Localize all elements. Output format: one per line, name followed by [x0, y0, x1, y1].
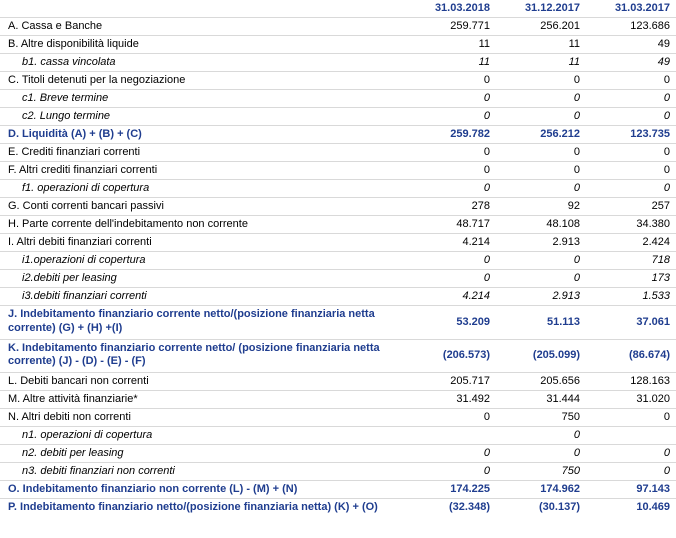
row-value-1: 0: [406, 445, 496, 463]
table-row: [0, 252, 676, 270]
row-label: L. Debiti bancari non correnti: [0, 373, 406, 391]
row-label: I. Altri debiti finanziari correnti: [0, 234, 406, 252]
row-value-1: 205.717: [406, 373, 496, 391]
row-value-3: [586, 427, 676, 445]
table-row: [0, 427, 676, 445]
row-value-3: 0: [586, 463, 676, 481]
table-row: [0, 288, 676, 306]
row-value-1: 0: [406, 108, 496, 126]
row-value-2: 256.212: [496, 126, 586, 144]
row-label: K. Indebitamento finanziario corrente netto/ (posizione finanziaria netta corrente) (J) - (D) - (E) - (F): [0, 339, 406, 373]
row-label: A. Cassa e Banche: [0, 18, 406, 36]
row-value-2: 0: [496, 72, 586, 90]
row-value-3: 31.020: [586, 391, 676, 409]
row-value-3: 49: [586, 36, 676, 54]
row-value-3: 123.735: [586, 126, 676, 144]
row-label: n1. operazioni di copertura: [0, 427, 406, 445]
row-value-3: 34.380: [586, 216, 676, 234]
row-label: D. Liquidità (A) + (B) + (C): [0, 126, 406, 144]
row-value-2: 174.962: [496, 481, 586, 499]
column-header-date-2: 31.12.2017: [496, 0, 586, 18]
row-label: H. Parte corrente dell'indebitamento non corrente: [0, 216, 406, 234]
table-row: [0, 270, 676, 288]
row-value-3: 2.424: [586, 234, 676, 252]
row-value-2: 31.444: [496, 391, 586, 409]
row-label: P. Indebitamento finanziario netto/(posizione finanziaria netta) (K) + (O): [8, 501, 378, 513]
row-value-1: 4.214: [406, 234, 496, 252]
row-label: i3.debiti finanziari correnti: [0, 288, 406, 306]
row-value-2: 0: [496, 162, 586, 180]
row-label: c1. Breve termine: [0, 90, 406, 108]
row-value-2: 0: [496, 108, 586, 126]
row-label: i2.debiti per leasing: [0, 270, 406, 288]
row-value-3: 37.061: [586, 306, 676, 340]
row-label: O. Indebitamento finanziario non corrente (L) - (M) + (N): [0, 481, 406, 499]
row-value-1: (206.573): [406, 339, 496, 373]
table-row: [0, 373, 676, 391]
table-row: [0, 481, 676, 499]
row-value-2: 750: [496, 463, 586, 481]
row-label: C. Titoli detenuti per la negoziazione: [0, 72, 406, 90]
row-value-2: 0: [496, 445, 586, 463]
table-row: [0, 180, 676, 198]
row-value-3: 0: [586, 445, 676, 463]
table-row: [0, 72, 676, 90]
table-row: [0, 409, 676, 427]
row-value-3: 0: [586, 162, 676, 180]
table-row: [0, 126, 676, 144]
row-value-3: 1.533: [586, 288, 676, 306]
row-value-1: (32.348): [449, 501, 490, 513]
row-label: G. Conti correnti bancari passivi: [0, 198, 406, 216]
row-value-2: 0: [496, 270, 586, 288]
table-row: [0, 144, 676, 162]
header-row: [0, 0, 676, 18]
row-label: c2. Lungo termine: [0, 108, 406, 126]
row-value-2: 2.913: [496, 288, 586, 306]
row-value-1: 0: [406, 72, 496, 90]
row-value-2: 0: [496, 144, 586, 162]
row-value-1: 0: [406, 180, 496, 198]
table-row: [0, 499, 676, 517]
row-value-1: 31.492: [406, 391, 496, 409]
row-label: N. Altri debiti non correnti: [0, 409, 406, 427]
row-value-3: 49: [586, 54, 676, 72]
row-value-1: 0: [406, 463, 496, 481]
row-value-1: 259.771: [406, 18, 496, 36]
row-value-3: 0: [586, 144, 676, 162]
column-header-date-3: 31.03.2017: [586, 0, 676, 18]
row-value-2: 0: [496, 90, 586, 108]
row-value-1: 0: [406, 270, 496, 288]
row-value-1: 53.209: [406, 306, 496, 340]
row-value-3: 257: [586, 198, 676, 216]
table-row: [0, 36, 676, 54]
table-row: [0, 18, 676, 36]
table-row: [0, 162, 676, 180]
table-row: [0, 234, 676, 252]
table-header: [0, 0, 676, 18]
table-row: [0, 198, 676, 216]
row-value-1: 48.717: [406, 216, 496, 234]
row-value-2: 48.108: [496, 216, 586, 234]
row-value-3: 718: [586, 252, 676, 270]
row-value-3: 128.163: [586, 373, 676, 391]
row-value-3: (86.674): [586, 339, 676, 373]
table-body: [0, 18, 676, 517]
row-value-3: 123.686: [586, 18, 676, 36]
table-row: [0, 445, 676, 463]
row-value-3: 0: [586, 409, 676, 427]
table-row: [0, 216, 676, 234]
row-value-2: 256.201: [496, 18, 586, 36]
row-value-2: 0: [496, 427, 586, 445]
row-value-3: 0: [586, 72, 676, 90]
row-label: J. Indebitamento finanziario corrente netto/(posizione finanziaria netta corrente) (G) + (H) +(I): [0, 306, 406, 340]
row-label: f1. operazioni di copertura: [0, 180, 406, 198]
row-label: n3. debiti finanziari non correnti: [0, 463, 406, 481]
table-row: [0, 391, 676, 409]
row-value-1: 174.225: [406, 481, 496, 499]
row-label: n2. debiti per leasing: [0, 445, 406, 463]
row-value-2: 205.656: [496, 373, 586, 391]
table-row: [0, 339, 676, 373]
row-value-2: 2.913: [496, 234, 586, 252]
row-value-1: 11: [406, 54, 496, 72]
row-value-1: 0: [406, 162, 496, 180]
row-value-2: 0: [496, 180, 586, 198]
row-value-2: 11: [496, 36, 586, 54]
column-header-label: [0, 0, 406, 18]
row-value-1: 0: [406, 409, 496, 427]
row-label: E. Crediti finanziari correnti: [0, 144, 406, 162]
row-value-3: 97.143: [586, 481, 676, 499]
row-value-2: 11: [496, 54, 586, 72]
table-row: [0, 306, 676, 340]
row-value-2: 51.113: [496, 306, 586, 340]
row-value-3: 0: [586, 90, 676, 108]
row-value-3: 10.469: [636, 501, 670, 513]
row-value-3: 173: [586, 270, 676, 288]
row-value-1: [406, 427, 496, 445]
row-label: b1. cassa vincolata: [0, 54, 406, 72]
row-value-2: 750: [496, 409, 586, 427]
row-label: B. Altre disponibilità liquide: [0, 36, 406, 54]
row-value-1: 11: [406, 36, 496, 54]
row-value-2: (205.099): [496, 339, 586, 373]
table-row: [0, 463, 676, 481]
row-value-1: 0: [406, 252, 496, 270]
row-label: i1.operazioni di copertura: [0, 252, 406, 270]
row-value-2: (30.137): [539, 501, 580, 513]
table-row: [0, 90, 676, 108]
column-header-date-1: 31.03.2018: [406, 0, 496, 18]
row-value-3: 0: [586, 108, 676, 126]
row-value-1: 259.782: [406, 126, 496, 144]
row-label: F. Altri crediti finanziari correnti: [0, 162, 406, 180]
row-value-1: 278: [406, 198, 496, 216]
row-value-1: 4.214: [406, 288, 496, 306]
row-value-1: 0: [406, 144, 496, 162]
row-label: M. Altre attività finanziarie*: [0, 391, 406, 409]
row-value-2: 0: [496, 252, 586, 270]
table-row: [0, 108, 676, 126]
row-value-3: 0: [586, 180, 676, 198]
row-value-2: 92: [496, 198, 586, 216]
row-value-1: 0: [406, 90, 496, 108]
table-row: [0, 54, 676, 72]
